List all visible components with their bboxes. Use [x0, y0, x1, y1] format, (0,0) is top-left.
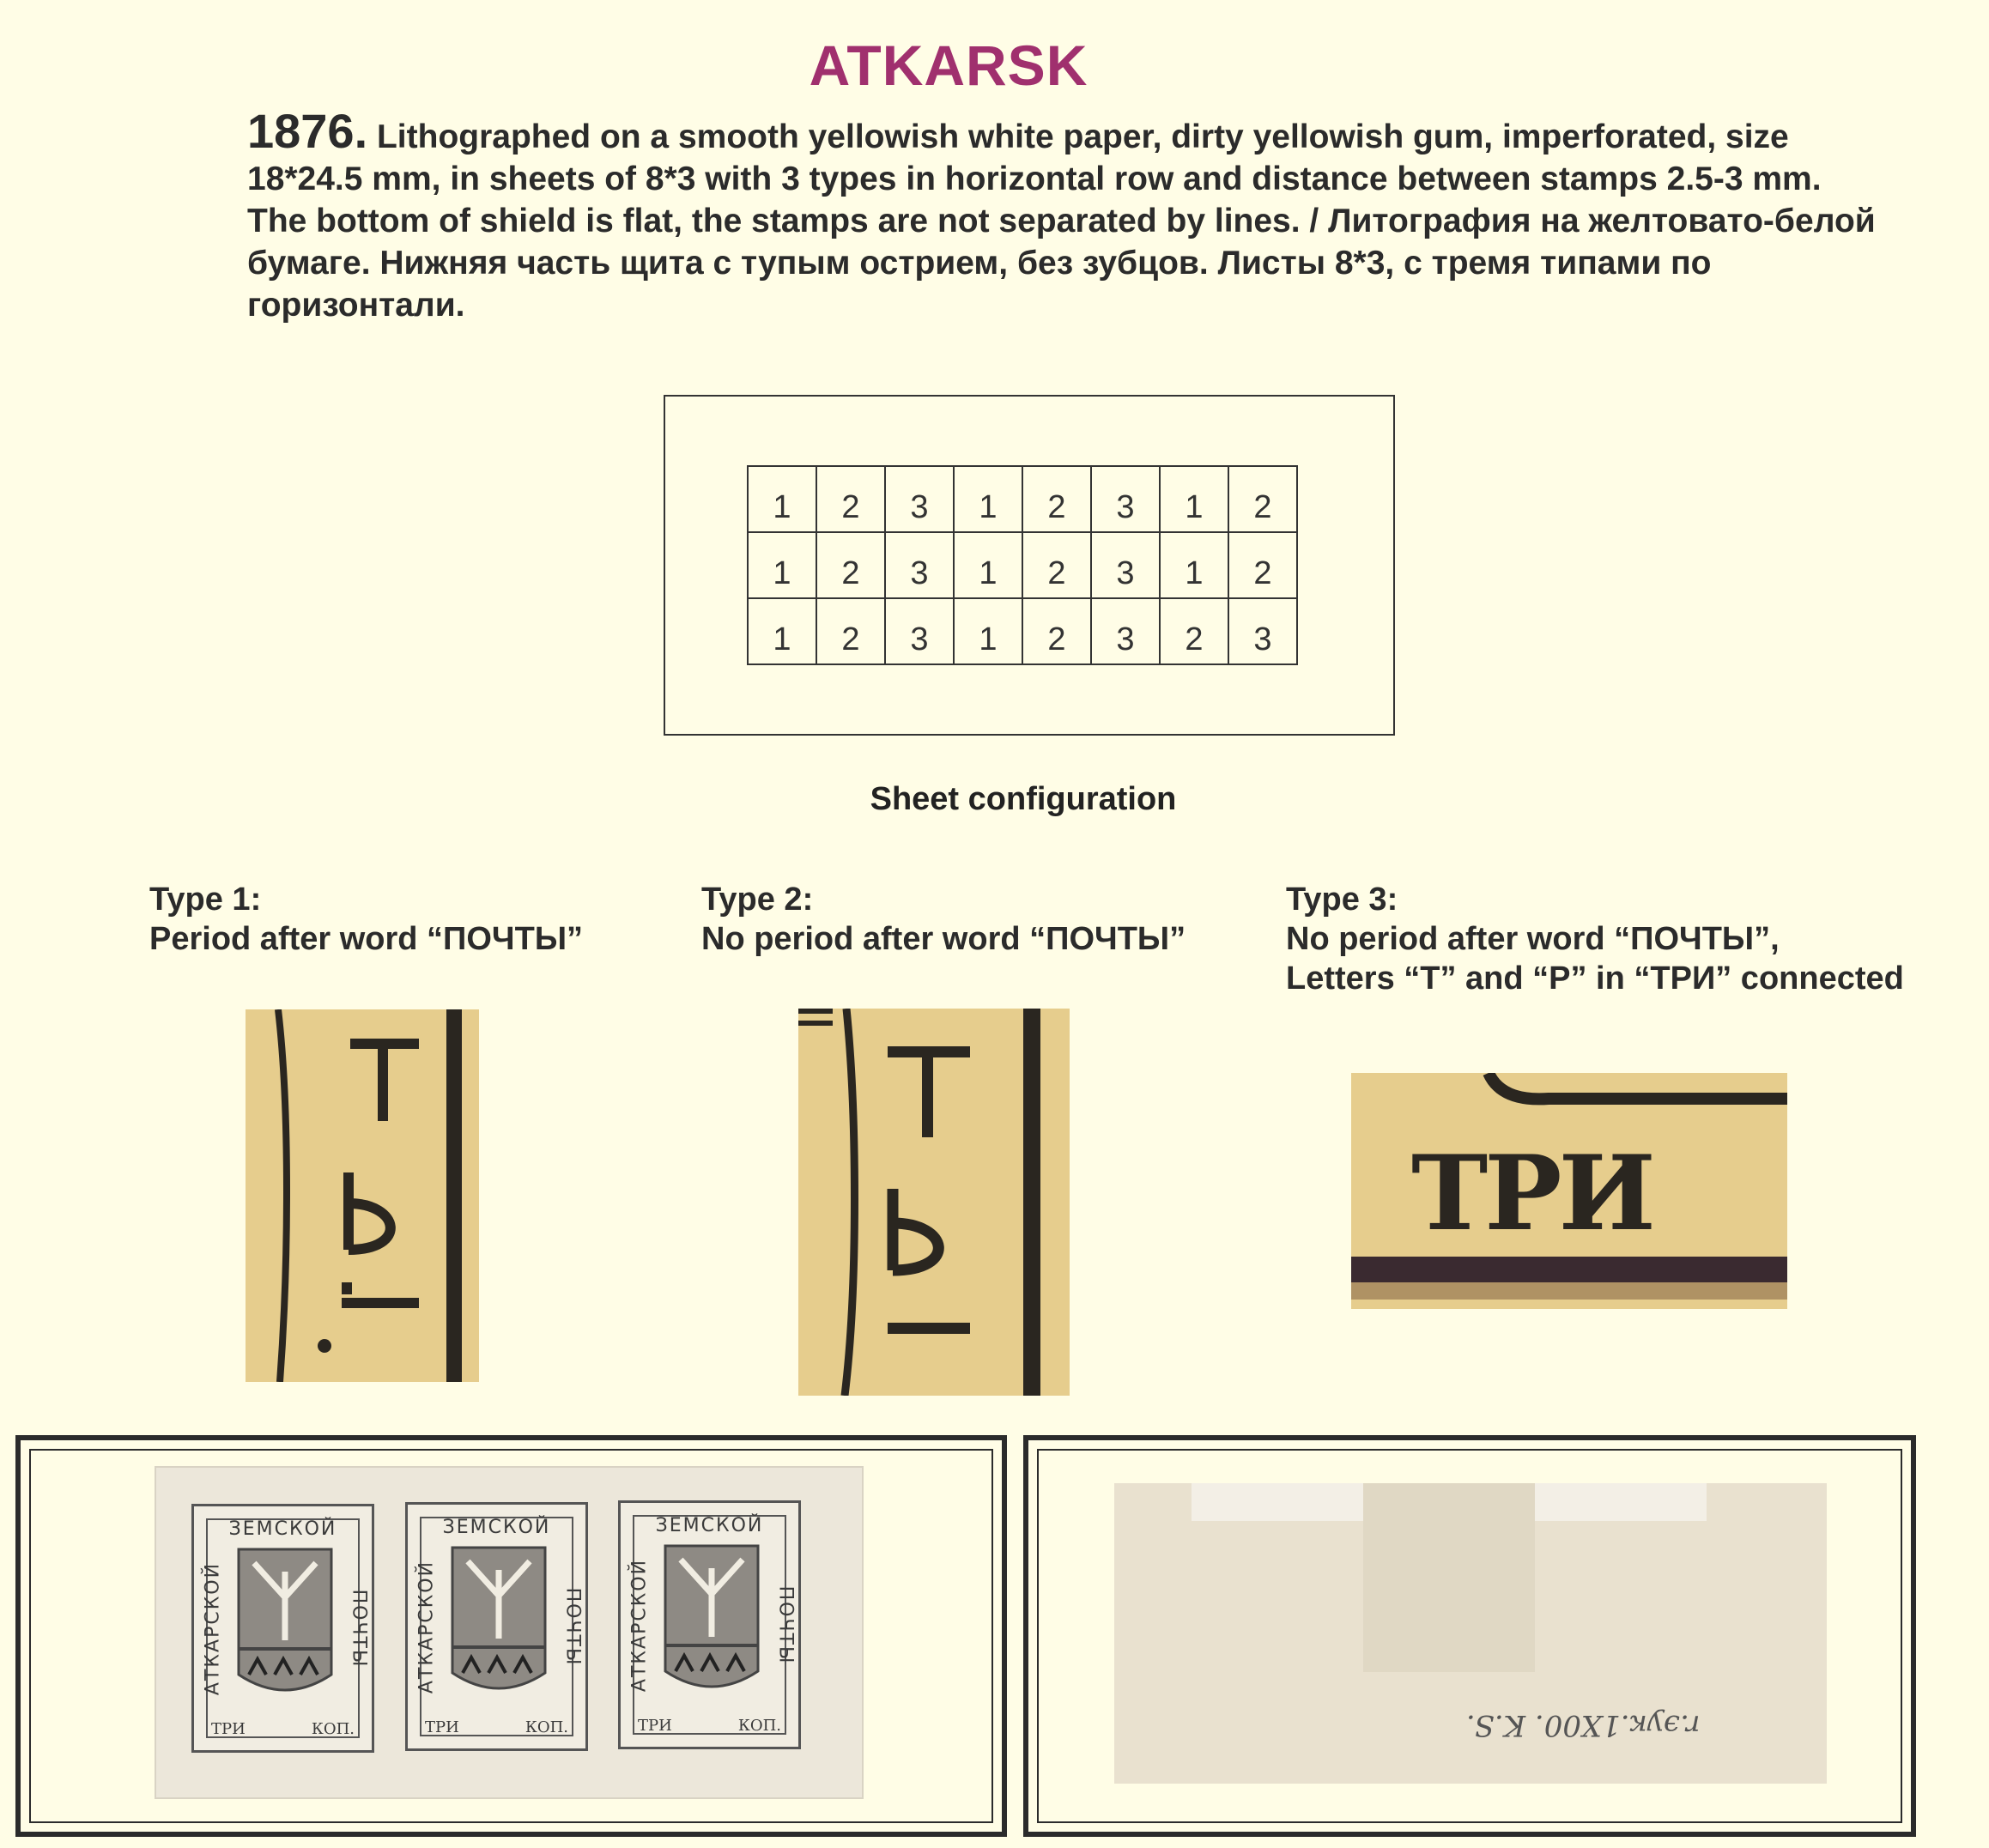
type3-line1: No period after word “ПОЧТЫ”, — [1286, 921, 1780, 957]
intro-year: 1876. — [247, 104, 368, 158]
type3-description — [1286, 880, 1904, 998]
stamp-currency: КОП. — [311, 1720, 355, 1738]
stamp-left-inscription: АТКАРСКОЙ — [202, 1561, 224, 1696]
stamp-strip-reverse — [1114, 1483, 1827, 1784]
stamp-value-word: ТРИ — [638, 1717, 672, 1735]
sheet-cell: 2 — [816, 598, 885, 664]
type3-word: ТРИ — [1411, 1133, 1652, 1254]
stamp-right-inscription: ПОЧТЫ — [774, 1585, 797, 1665]
sheet-cell: 2 — [816, 532, 885, 598]
sheet-cell: 1 — [954, 466, 1022, 532]
type2-line: No period after word “ПОЧТЫ” — [701, 921, 1186, 957]
type1-description — [149, 880, 583, 959]
sheet-row — [748, 466, 1297, 532]
sheet-configuration-grid — [747, 465, 1298, 665]
shield-icon — [235, 1546, 335, 1700]
shield-icon — [449, 1544, 549, 1699]
stamp-1 — [191, 1504, 374, 1753]
sheet-cell: 1 — [748, 466, 816, 532]
page-title: ATKARSK — [809, 33, 1088, 97]
pencil-note: r.эyк.1X00. K.S. — [1466, 1708, 1701, 1742]
sheet-cell: 2 — [1022, 466, 1091, 532]
stamp-strip — [155, 1466, 864, 1799]
front-stamp-panel — [15, 1435, 1007, 1837]
stamp-right-inscription: ПОЧТЫ — [348, 1589, 370, 1669]
sheet-cell: 1 — [748, 598, 816, 664]
type2-heading: Type 2: — [701, 882, 814, 918]
sheet-row — [748, 598, 1297, 664]
stamp-value-word: ТРИ — [425, 1718, 459, 1736]
stamp-top-inscription: ЗЕМСКОЙ — [228, 1518, 337, 1540]
stamp-currency: КОП. — [737, 1717, 781, 1735]
stamp-value-inscription — [211, 1720, 355, 1738]
sheet-cell: 1 — [1160, 532, 1228, 598]
type1-detail-image — [246, 1009, 479, 1382]
sheet-cell: 3 — [885, 466, 954, 532]
stamp-2 — [405, 1502, 588, 1751]
type1-line: Period after word “ПОЧТЫ” — [149, 921, 584, 957]
stamp-value-word: ТРИ — [211, 1720, 246, 1738]
sheet-cell: 1 — [1160, 466, 1228, 532]
sheet-cell: 3 — [1228, 598, 1297, 664]
intro-description — [247, 104, 1878, 326]
sheet-cell: 2 — [1022, 598, 1091, 664]
sheet-cell: 3 — [885, 532, 954, 598]
type1-heading: Type 1: — [149, 882, 262, 918]
sheet-cell: 1 — [748, 532, 816, 598]
sheet-caption: Sheet configuration — [870, 781, 1177, 817]
sheet-cell: 2 — [816, 466, 885, 532]
sheet-row — [748, 532, 1297, 598]
type2-detail-image — [798, 1009, 1070, 1396]
hinge-mark — [1363, 1483, 1535, 1672]
sheet-cell: 2 — [1228, 466, 1297, 532]
sheet-cell: 3 — [885, 598, 954, 664]
stamp-value-inscription — [638, 1717, 781, 1735]
type2-detail-drawing — [798, 1009, 1070, 1396]
stamp-value-inscription — [425, 1718, 568, 1736]
sheet-cell: 2 — [1228, 532, 1297, 598]
sheet-cell: 2 — [1022, 532, 1091, 598]
sheet-cell: 3 — [1091, 598, 1160, 664]
stamp-3 — [618, 1500, 801, 1749]
stamp-top-inscription: ЗЕМСКОЙ — [655, 1515, 764, 1536]
sheet-cell: 1 — [954, 532, 1022, 598]
stamp-top-inscription: ЗЕМСКОЙ — [442, 1517, 551, 1538]
sheet-cell: 3 — [1091, 466, 1160, 532]
back-stamp-panel — [1023, 1435, 1916, 1837]
sheet-cell: 2 — [1160, 598, 1228, 664]
sheet-cell: 3 — [1091, 532, 1160, 598]
intro-text: Lithographed on a smooth yellowish white paper, dirty yellowish gum, imperforated, size 18*24.5 mm, in sheets of 8*3 with 3 types in horizontal row and distance between stamps 2.5-3 mm. The bottom of shield is flat, the stamps are not separated by lines. / Литография на желтовато-белой бумаге. Нижняя часть щита с тупым острием, без зубцов. Листы 8*3, с тремя типами по горизонтали. — [247, 118, 1876, 324]
type3-detail-image — [1351, 1073, 1787, 1309]
type2-description — [701, 880, 1186, 959]
stamp-right-inscription: ПОЧТЫ — [561, 1587, 584, 1667]
sheet-cell: 1 — [954, 598, 1022, 664]
stamp-left-inscription: АТКАРСКОЙ — [415, 1560, 438, 1694]
type3-heading: Type 3: — [1286, 882, 1398, 918]
type1-detail-drawing — [246, 1009, 479, 1382]
shield-icon — [662, 1542, 761, 1697]
stamp-currency: КОП. — [525, 1718, 568, 1736]
stamp-left-inscription: АТКАРСКОЙ — [628, 1558, 651, 1693]
type3-line2: Letters “T” and “P” in “ТРИ” connected — [1286, 960, 1904, 997]
